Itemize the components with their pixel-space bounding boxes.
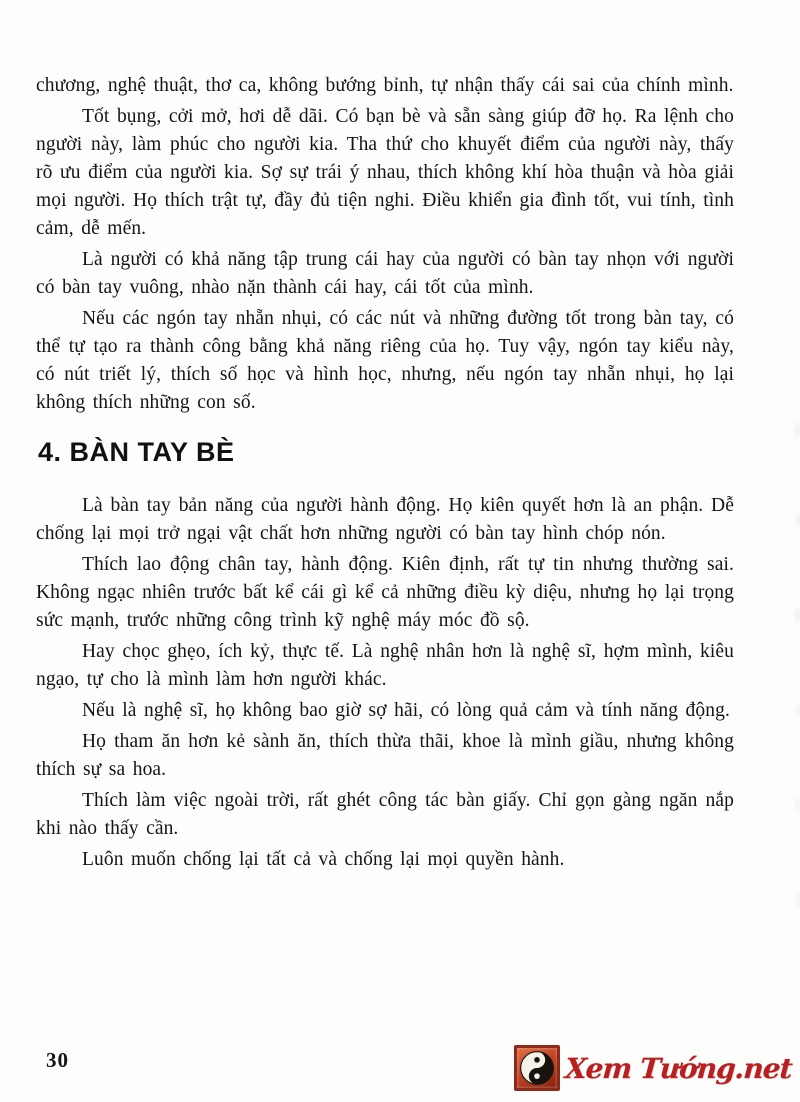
paragraph: Nếu là nghệ sĩ, họ không bao giờ sợ hãi, có lòng quả cảm và tính năng động.: [82, 700, 730, 721]
paragraph: Thích lao động chân tay, hành động. Kiên định, rất tự tin nhưng thường sai. Không ngạc nhiên trước bất kể cái gì kể cả những điều kỳ diệu, nhưng họ lại trọng sức mạnh, trước những công trình kỹ nghệ máy móc đồ sộ.: [36, 554, 734, 631]
paragraph: Là bàn tay bản năng của người hành động. Họ kiên quyết hơn là an phận. Dễ chống lại mọi trở ngại vật chất hơn những người có bàn tay hình chóp nón.: [36, 495, 734, 544]
section-heading: 4. BÀN TAY BÈ: [38, 437, 235, 467]
page-number: 30: [46, 1048, 69, 1072]
yin-yang-icon: [514, 1045, 560, 1091]
paragraph: Nếu các ngón tay nhẵn nhụi, có các nút và những đường tốt trong bàn tay, có thể tự tạo ra thành công bằng khả năng riêng của họ. Tuy vậy, ngón tay kiểu này, có nút triết lý, thích số học và hình học, nhưng, nếu ngón tay nhẵn nhụi, họ lại không thích những con số.: [36, 308, 734, 413]
paragraph: chương, nghệ thuật, thơ ca, không bướng bỉnh, tự nhận thấy cái sai của chính mình.: [36, 75, 734, 96]
paragraph: Họ tham ăn hơn kẻ sành ăn, thích thừa thãi, khoe là mình giầu, nhưng không thích sự sa hoa.: [36, 731, 734, 780]
paragraph: Tốt bụng, cởi mở, hơi dễ dãi. Có bạn bè và sẵn sàng giúp đỡ họ. Ra lệnh cho người này, làm phúc cho người kia. Tha thứ cho khuyết điểm của người này, thấy rõ ưu điểm của người kia. Sợ sự trái ý nhau, thích không khí hòa thuận và hòa giải mọi người. Họ thích trật tự, đầy đủ tiện nghi. Điều khiển gia đình tốt, vui tính, tình cảm, dễ mến.: [36, 106, 734, 239]
paragraph: Là người có khả năng tập trung cái hay của người có bàn tay nhọn với người có bàn tay vuông, nhào nặn thành cái hay, cái tốt của mình.: [36, 249, 734, 298]
watermark-xemtuong-link[interactable]: [514, 1045, 792, 1091]
page-content: [36, 72, 734, 877]
scan-artifacts: [784, 400, 800, 960]
watermark-text: Xem Tướng.net: [564, 1051, 794, 1085]
paragraph: Hay chọc ghẹo, ích kỷ, thực tế. Là nghệ nhân hơn là nghệ sĩ, hợm mình, kiêu ngạo, tự cho là mình làm hơn người khác.: [36, 641, 734, 690]
paragraph: Thích làm việc ngoài trời, rất ghét công tác bàn giấy. Chỉ gọn gàng ngăn nắp khi nào thấy cần.: [36, 790, 734, 839]
paragraph: Luôn muốn chống lại tất cả và chống lại mọi quyền hành.: [82, 849, 565, 870]
